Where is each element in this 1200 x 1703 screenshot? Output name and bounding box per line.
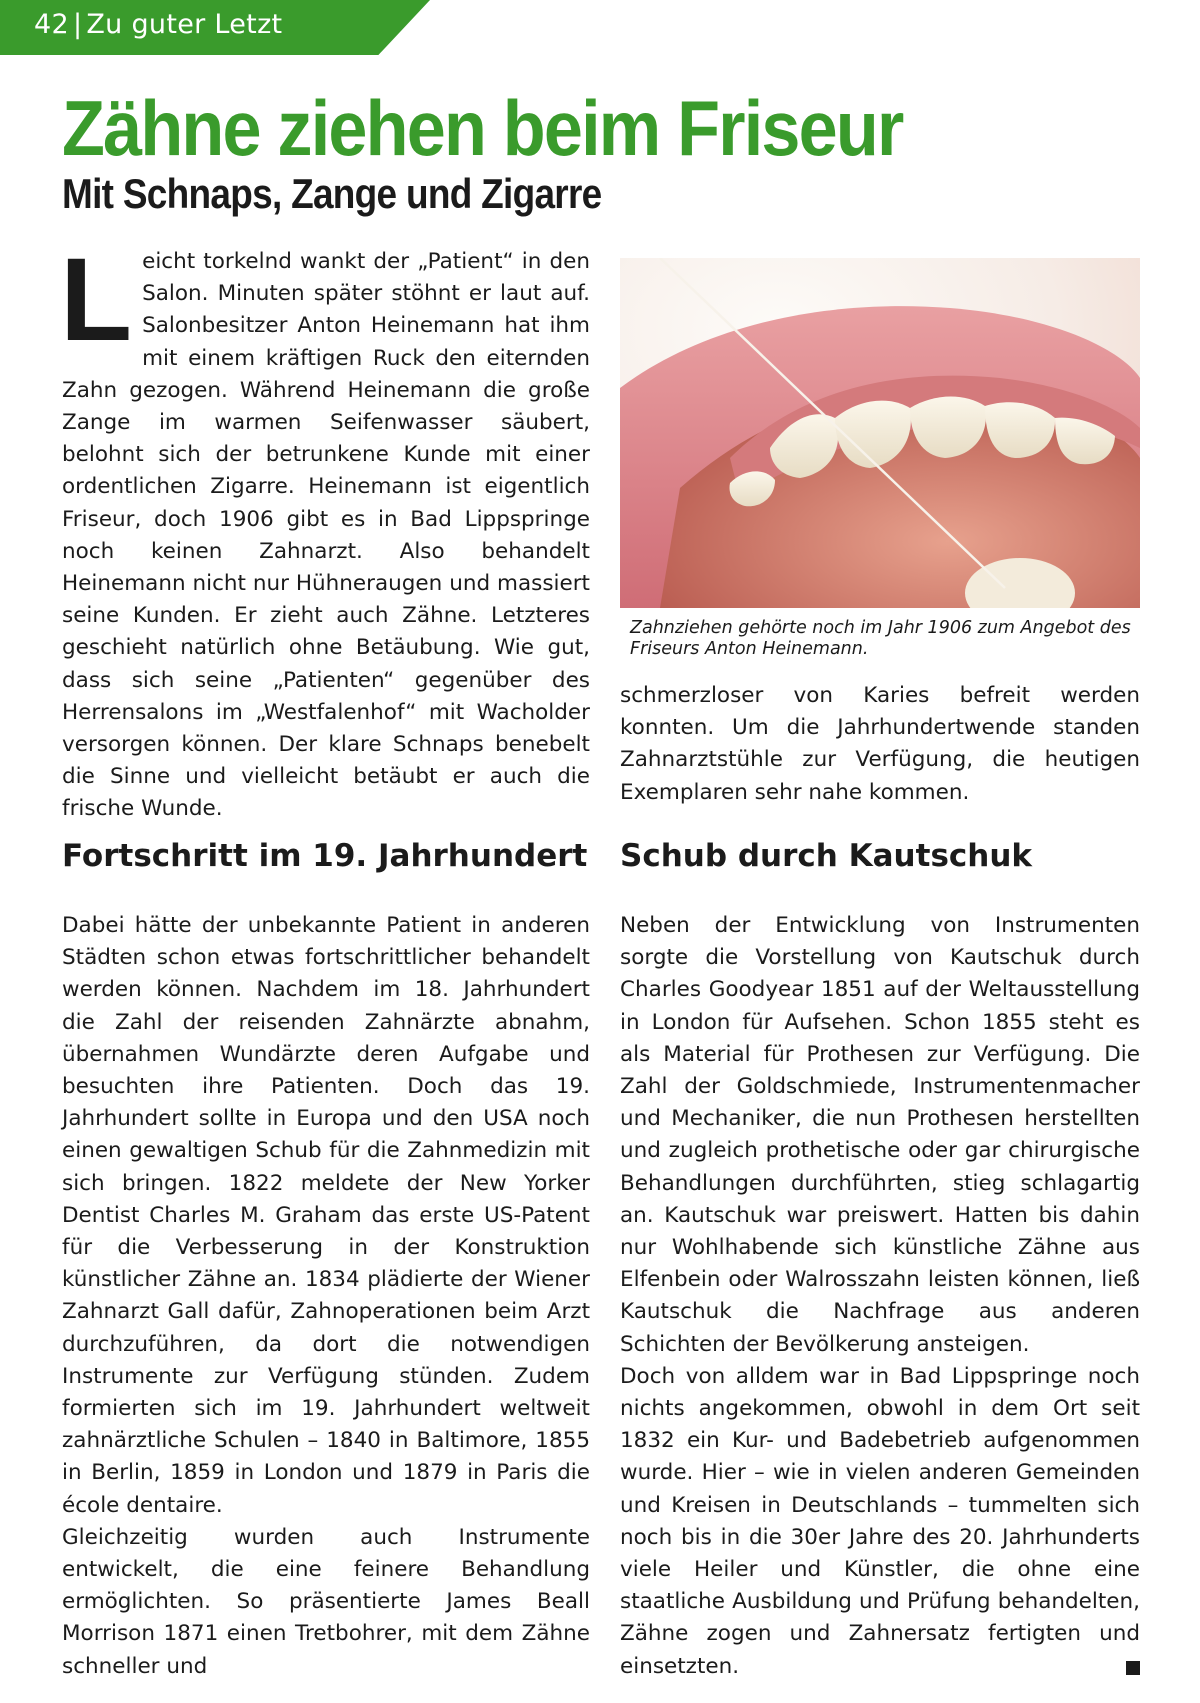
progress-paragraph-2: Gleichzeitig wurden auch Instrumente entwickelt, die eine feinere Behandlung ermöglichten. So präsentierte James Beall Morrison 1871 einen Tretbohrer, mit dem Zähne schneller und — [62, 1524, 590, 1679]
intro-column — [60, 234, 590, 826]
continuation-column — [620, 680, 1140, 809]
section-heading-progress: Fortschritt im 19. Jahrhundert — [62, 838, 588, 874]
page-number: 42 — [34, 9, 69, 40]
rubber-paragraph-2 — [620, 1361, 1140, 1683]
intro-paragraph: eicht torkelnd wankt der „Patient“ in den Salon. Minuten später stöhnt er laut auf. Salonbesitzer Anton Heinemann hat ihm mit einem kräftigen Ruck den eiternden Zahn gezogen. Während Heinemann die große Zange im warmen Seifenwasser säubert, belohnt sich der betrunkene Kunde mit einer ordentlichen Zigarre. Heinemann ist eigentlich Friseur, doch 1906 gibt es in Bad Lippspringe noch keinen Zahnarzt. Also behandelt Heinemann nicht nur Hühneraugen und massiert seine Kunden. Er zieht auch Zähne. Letzteres geschieht natürlich ohne Betäubung. Wie gut, dass sich seine „Patienten“ gegenüber des Herrensalons im „Westfalenhof“ mit Wacholder versorgen können. Der klare Schnaps benebelt die Sinne und vielleicht betäubt er auch die frische Wunde. — [62, 249, 590, 822]
mouth-illustration — [620, 258, 1140, 608]
photo-caption: Zahnziehen gehörte noch im Jahr 1906 zum Angebot des Friseurs Anton Heinemann. — [630, 618, 1131, 659]
rubber-column — [620, 910, 1140, 1683]
progress-column — [62, 910, 590, 1683]
dropcap: L — [60, 234, 133, 366]
progress-paragraph-1: Dabei hätte der unbekannte Patient in anderen Städten schon etwas fortschrittlicher behandelt werden können. Nachdem im 18. Jahrhundert die Zahl der reisenden Zahnärzte abnahm, übernahmen Wundärzte deren Aufgabe und besuchten ihre Patienten. Doch das 19. Jahrhundert sollte in Europa und den USA noch einen gewaltigen Schub für die Zahnmedizin mit sich bringen. 1822 meldete der New Yorker Dentist Charles M. Graham das erste US-Patent für die Verbesserung in der Konstruktion künstlicher Zähne an. 1834 plädierte der Wiener Zahnarzt Gall dafür, Zahnoperationen beim Arzt durchzuführen, da dort die notwendigen Instrumente zur Verfügung stünden. Zudem formierten sich im 19. Jahrhundert weltweit zahnärztliche Schulen – 1840 in Baltimore, 1855 in Berlin, 1859 in London und 1879 in Paris die école dentaire. — [62, 913, 590, 1518]
rubber-paragraph-2-text: Doch von alldem war in Bad Lippspringe noch nichts angekommen, obwohl in dem Ort seit 1832 ein Kur- und Badebetrieb aufgenommen wurde. Hier – wie in vielen anderen Gemeinden und Kreisen in Deutschlands – tummelten sich noch bis in die 30er Jahre des 20. Jahrhunderts viele Heiler und Künstler, die ohne eine staatliche Ausbildung und Prüfung behandelten, Zähne zogen und Zahnersatz fertigten und einsetzten. — [620, 1363, 1140, 1679]
continuation-paragraph: schmerzloser von Karies befreit werden konnten. Um die Jahrhundertwende standen Zahnarztstühle zur Verfügung, die heutigen Exemplaren sehr nahe kommen. — [620, 683, 1140, 805]
article-title: Zähne ziehen beim Friseur — [62, 84, 903, 172]
section-heading-rubber: Schub durch Kautschuk — [620, 838, 1033, 874]
dental-floss-photo — [620, 258, 1140, 608]
article-subtitle: Mit Schnaps, Zange und Zigarre — [62, 170, 602, 217]
rubber-paragraph-1: Neben der Entwicklung von Instrumenten sorgte die Vorstellung von Kautschuk durch Charles Goodyear 1851 auf der Weltausstellung in London für Aufsehen. Schon 1855 steht es als Material für Prothesen zur Verfügung. Die Zahl der Goldschmiede, Instrumentenmacher und Mechaniker, die nun Prothesen herstellten und zugleich prothetische oder gar chirurgische Behandlungen durchführten, stieg schlagartig an. Kautschuk war preiswert. Hatten bis dahin nur Wohlhabende sich künstliche Zähne aus Elfenbein oder Walrosszahn leisten können, ließ Kautschuk die Nachfrage aus anderen Schichten der Bevölkerung ansteigen. — [620, 913, 1140, 1357]
section-label — [34, 9, 282, 40]
separator: | — [72, 9, 83, 40]
end-mark-icon — [1126, 1661, 1140, 1675]
section-name: Zu guter Letzt — [86, 9, 283, 40]
